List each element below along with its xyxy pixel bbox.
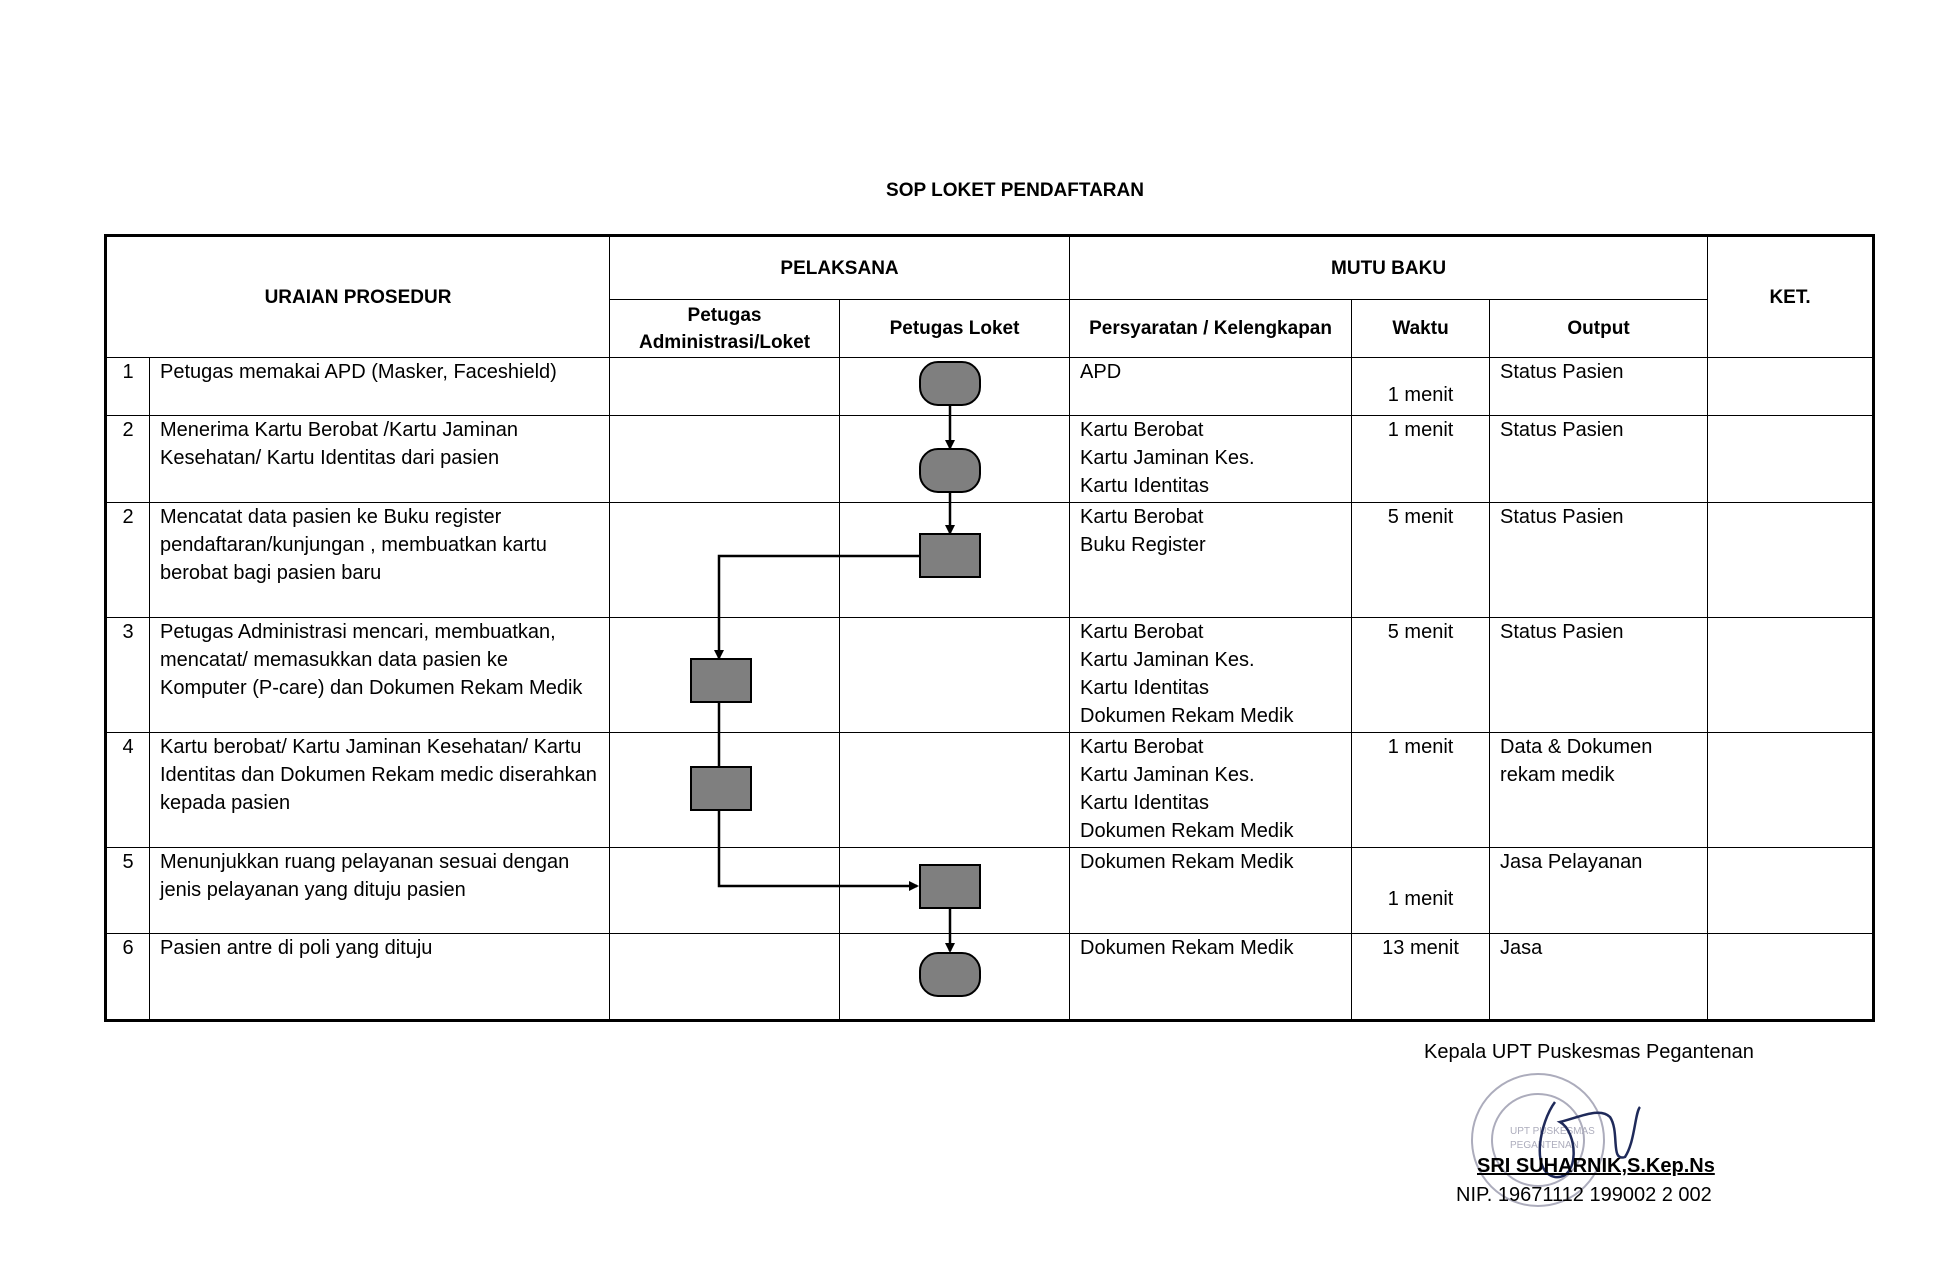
table-row <box>106 416 1874 503</box>
row-persyaratan: Dokumen Rekam Medik <box>1070 848 1352 934</box>
row-ket <box>1708 733 1874 848</box>
row-output: Status Pasien <box>1490 416 1708 503</box>
row-admin-cell <box>610 733 840 848</box>
row-persyaratan: Kartu Berobat Kartu Jaminan Kes. Kartu Identitas Dokumen Rekam Medik <box>1070 618 1352 733</box>
row-persyaratan: Kartu Berobat Buku Register <box>1070 503 1352 618</box>
row-uraian: Menunjukkan ruang pelayanan sesuai dengan jenis pelayanan yang dituju pasien <box>150 848 610 934</box>
signatory-name: SRI SUHARNIK,S.Kep.Ns <box>1477 1155 1715 1177</box>
table-row <box>106 934 1874 1021</box>
row-admin-cell <box>610 934 840 1021</box>
row-output: Jasa <box>1490 934 1708 1021</box>
row-output: Status Pasien <box>1490 358 1708 416</box>
page-title: SOP LOKET PENDAFTARAN <box>886 180 1144 201</box>
row-ket <box>1708 618 1874 733</box>
row-uraian: Pasien antre di poli yang dituju <box>150 934 610 1021</box>
row-number: 2 <box>106 503 150 618</box>
row-number: 2 <box>106 416 150 503</box>
row-waktu: 1 menit <box>1352 733 1490 848</box>
signatory-nip: NIP. 19671112 199002 2 002 <box>1456 1184 1712 1206</box>
row-waktu: 1 menit <box>1352 358 1490 416</box>
row-ket <box>1708 358 1874 416</box>
table-row <box>106 618 1874 733</box>
row-persyaratan: APD <box>1070 358 1352 416</box>
row-persyaratan: Kartu Berobat Kartu Jaminan Kes. Kartu Identitas <box>1070 416 1352 503</box>
row-waktu: 1 menit <box>1352 416 1490 503</box>
row-uraian: Mencatat data pasien ke Buku register pendaftaran/kunjungan , membuatkan kartu berobat bagi pasien baru <box>150 503 610 618</box>
row-ket <box>1708 503 1874 618</box>
row-output: Jasa Pelayanan <box>1490 848 1708 934</box>
row-number: 4 <box>106 733 150 848</box>
row-loket-cell <box>840 848 1070 934</box>
row-admin-cell <box>610 848 840 934</box>
header-uraian: URAIAN PROSEDUR <box>106 236 610 358</box>
row-loket-cell <box>840 358 1070 416</box>
row-ket <box>1708 934 1874 1021</box>
svg-text:PEGANTENAN: PEGANTENAN <box>1510 1140 1579 1151</box>
row-admin-cell <box>610 503 840 618</box>
row-loket-cell <box>840 416 1070 503</box>
svg-text:UPT PUSKESMAS: UPT PUSKESMAS <box>1510 1126 1595 1137</box>
row-loket-cell <box>840 733 1070 848</box>
row-uraian: Menerima Kartu Berobat /Kartu Jaminan Kesehatan/ Kartu Identitas dari pasien <box>150 416 610 503</box>
header-persyaratan: Persyaratan / Kelengkapan <box>1070 300 1352 358</box>
row-waktu: 5 menit <box>1352 618 1490 733</box>
row-loket-cell <box>840 503 1070 618</box>
row-output: Status Pasien <box>1490 618 1708 733</box>
row-uraian: Petugas memakai APD (Masker, Faceshield) <box>150 358 610 416</box>
row-waktu: 5 menit <box>1352 503 1490 618</box>
header-mutu-baku: MUTU BAKU <box>1070 236 1708 300</box>
row-number: 6 <box>106 934 150 1021</box>
row-waktu: 1 menit <box>1352 848 1490 934</box>
table-row <box>106 503 1874 618</box>
row-admin-cell <box>610 358 840 416</box>
row-number: 3 <box>106 618 150 733</box>
row-output: Status Pasien <box>1490 503 1708 618</box>
row-ket <box>1708 416 1874 503</box>
header-pelaksana: PELAKSANA <box>610 236 1070 300</box>
row-loket-cell <box>840 618 1070 733</box>
header-petugas-loket: Petugas Loket <box>840 300 1070 358</box>
sop-table <box>104 234 1875 1022</box>
row-ket <box>1708 848 1874 934</box>
row-uraian: Petugas Administrasi mencari, membuatkan, mencatat/ memasukkan data pasien ke Komputer (P-care) dan Dokumen Rekam Medik <box>150 618 610 733</box>
table-row <box>106 848 1874 934</box>
row-number: 1 <box>106 358 150 416</box>
row-output: Data & Dokumen rekam medik <box>1490 733 1708 848</box>
signature-position: Kepala UPT Puskesmas Pegantenan <box>1424 1041 1754 1063</box>
header-petugas-admin: Petugas Administrasi/Loket <box>610 300 840 358</box>
row-loket-cell <box>840 934 1070 1021</box>
row-admin-cell <box>610 618 840 733</box>
header-output: Output <box>1490 300 1708 358</box>
table-row <box>106 358 1874 416</box>
row-number: 5 <box>106 848 150 934</box>
row-persyaratan: Dokumen Rekam Medik <box>1070 934 1352 1021</box>
row-persyaratan: Kartu Berobat Kartu Jaminan Kes. Kartu Identitas Dokumen Rekam Medik <box>1070 733 1352 848</box>
header-waktu: Waktu <box>1352 300 1490 358</box>
row-waktu: 13 menit <box>1352 934 1490 1021</box>
header-ket: KET. <box>1708 236 1874 358</box>
row-uraian: Kartu berobat/ Kartu Jaminan Kesehatan/ Kartu Identitas dan Dokumen Rekam medic diserahkan kepada pasien <box>150 733 610 848</box>
row-admin-cell <box>610 416 840 503</box>
table-row <box>106 733 1874 848</box>
